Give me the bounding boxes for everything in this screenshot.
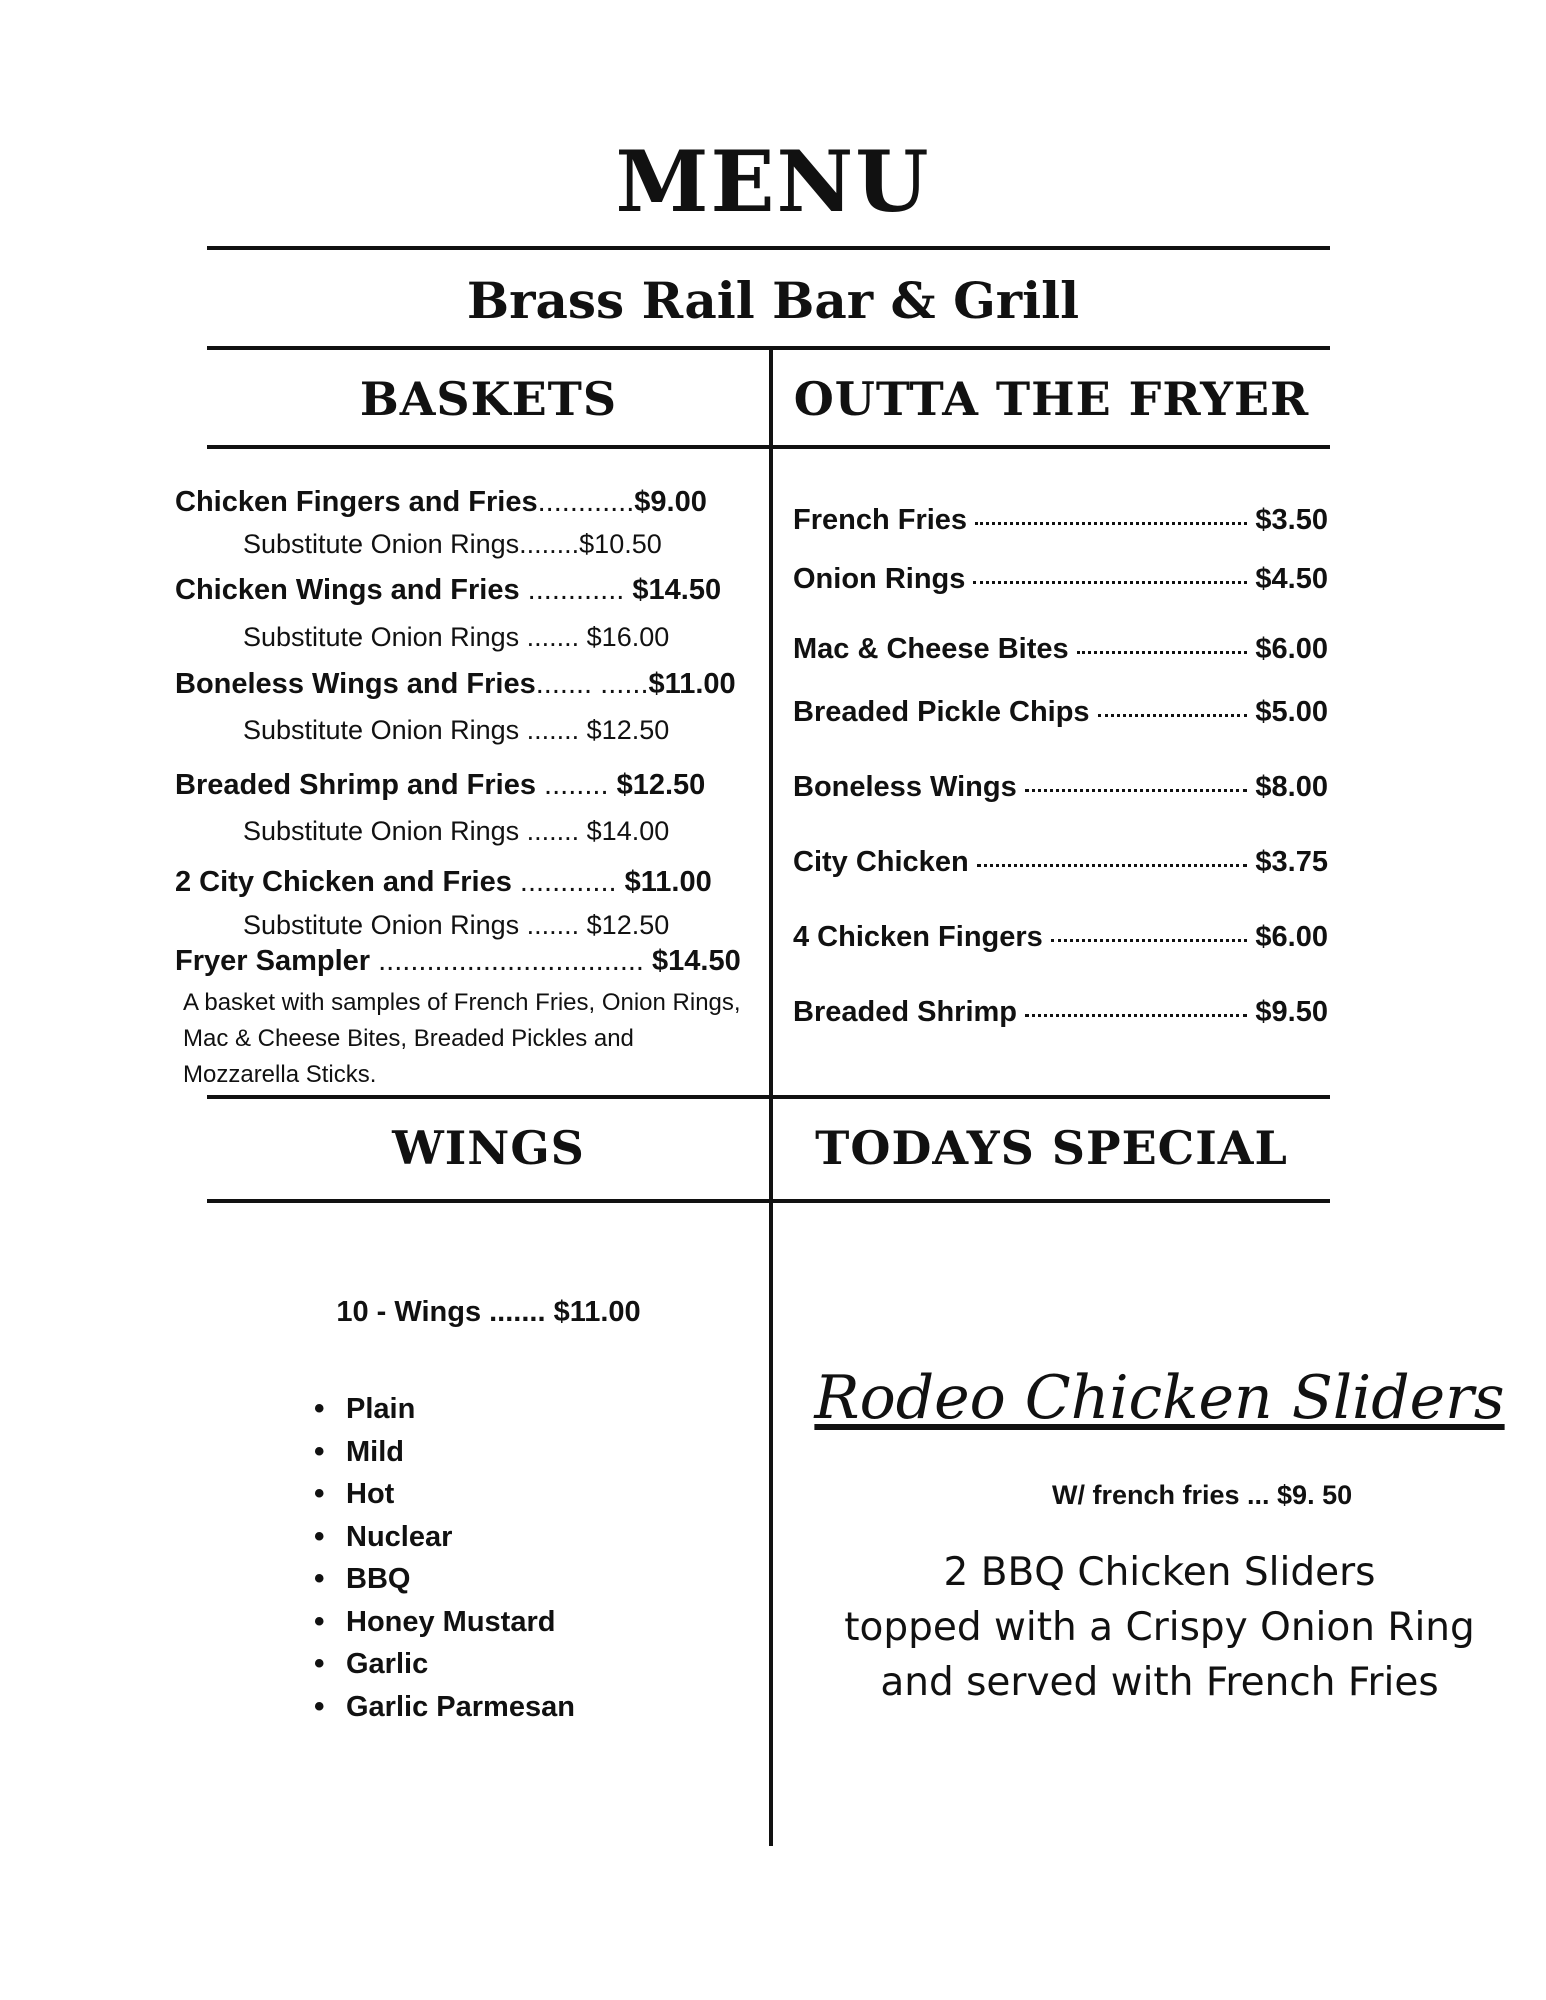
special-description-line: topped with a Crispy Onion Ring (844, 1605, 1475, 1650)
wings-offer: 10 - Wings ....... $11.00 (336, 1296, 641, 1328)
list-item: Mac & Cheese Bites $6.00 (793, 633, 1328, 665)
divider-middle (207, 1095, 1330, 1099)
list-item: French Fries $3.50 (793, 504, 1328, 536)
menu-title: MENU (615, 132, 931, 231)
list-item: City Chicken $3.75 (793, 846, 1328, 878)
list-item: Chicken Wings and Fries ............ $14.50 (175, 574, 722, 606)
baskets-heading: BASKETS (359, 372, 618, 426)
list-item: • Nuclear (346, 1516, 575, 1559)
list-item: Breaded Pickle Chips $5.00 (793, 696, 1328, 728)
substitute-line: Substitute Onion Rings ....... $14.00 (243, 816, 670, 846)
list-item: Breaded Shrimp and Fries ........ $12.50 (175, 769, 706, 801)
divider-top (207, 246, 1330, 250)
list-item: Boneless Wings $8.00 (793, 771, 1328, 803)
substitute-line: Substitute Onion Rings ....... $12.50 (243, 910, 670, 940)
special-heading: TODAYS SPECIAL (815, 1121, 1288, 1175)
list-item: Boneless Wings and Fries....... ......$11.00 (175, 668, 736, 700)
list-item: Chicken Fingers and Fries............$9.00 (175, 486, 707, 518)
list-item: Fryer Sampler ................................. $14.50 (175, 945, 741, 977)
substitute-line: Substitute Onion Rings ....... $16.00 (243, 622, 670, 652)
list-item: 4 Chicken Fingers $6.00 (793, 921, 1328, 953)
list-item: • BBQ (346, 1558, 575, 1601)
special-description (773, 1545, 1546, 1710)
sampler-description: A basket with samples of French Fries, Onion Rings, Mac & Cheese Bites, Breaded Pickles and Mozzarella Sticks. (183, 989, 741, 1088)
substitute-line: Substitute Onion Rings........$10.50 (243, 529, 662, 559)
fryer-heading: OUTTA THE FRYER (793, 372, 1310, 426)
list-item: • Mild (346, 1431, 575, 1474)
list-item: Onion Rings $4.50 (793, 563, 1328, 595)
special-description-line: and served with French Fries (880, 1660, 1439, 1705)
special-name: Rodeo Chicken Sliders (814, 1363, 1505, 1433)
special-price: W/ french fries ... $9. 50 (1052, 1480, 1353, 1510)
list-item: Breaded Shrimp $9.50 (793, 996, 1328, 1028)
list-item: • Hot (346, 1473, 575, 1516)
wings-heading: WINGS (392, 1121, 585, 1175)
restaurant-name: Brass Rail Bar & Grill (466, 271, 1080, 330)
list-item: • Garlic Parmesan (346, 1686, 575, 1729)
special-description-line: 2 BBQ Chicken Sliders (943, 1550, 1376, 1595)
list-item: • Garlic (346, 1643, 575, 1686)
list-item: 2 City Chicken and Fries ............ $11.00 (175, 866, 712, 898)
wing-flavor-list (346, 1388, 575, 1728)
list-item: • Plain (346, 1388, 575, 1431)
list-item: • Honey Mustard (346, 1601, 575, 1644)
divider-section-heads (207, 445, 1330, 449)
substitute-line: Substitute Onion Rings ....... $12.50 (243, 715, 670, 745)
divider-lower-heads (207, 1199, 1330, 1203)
